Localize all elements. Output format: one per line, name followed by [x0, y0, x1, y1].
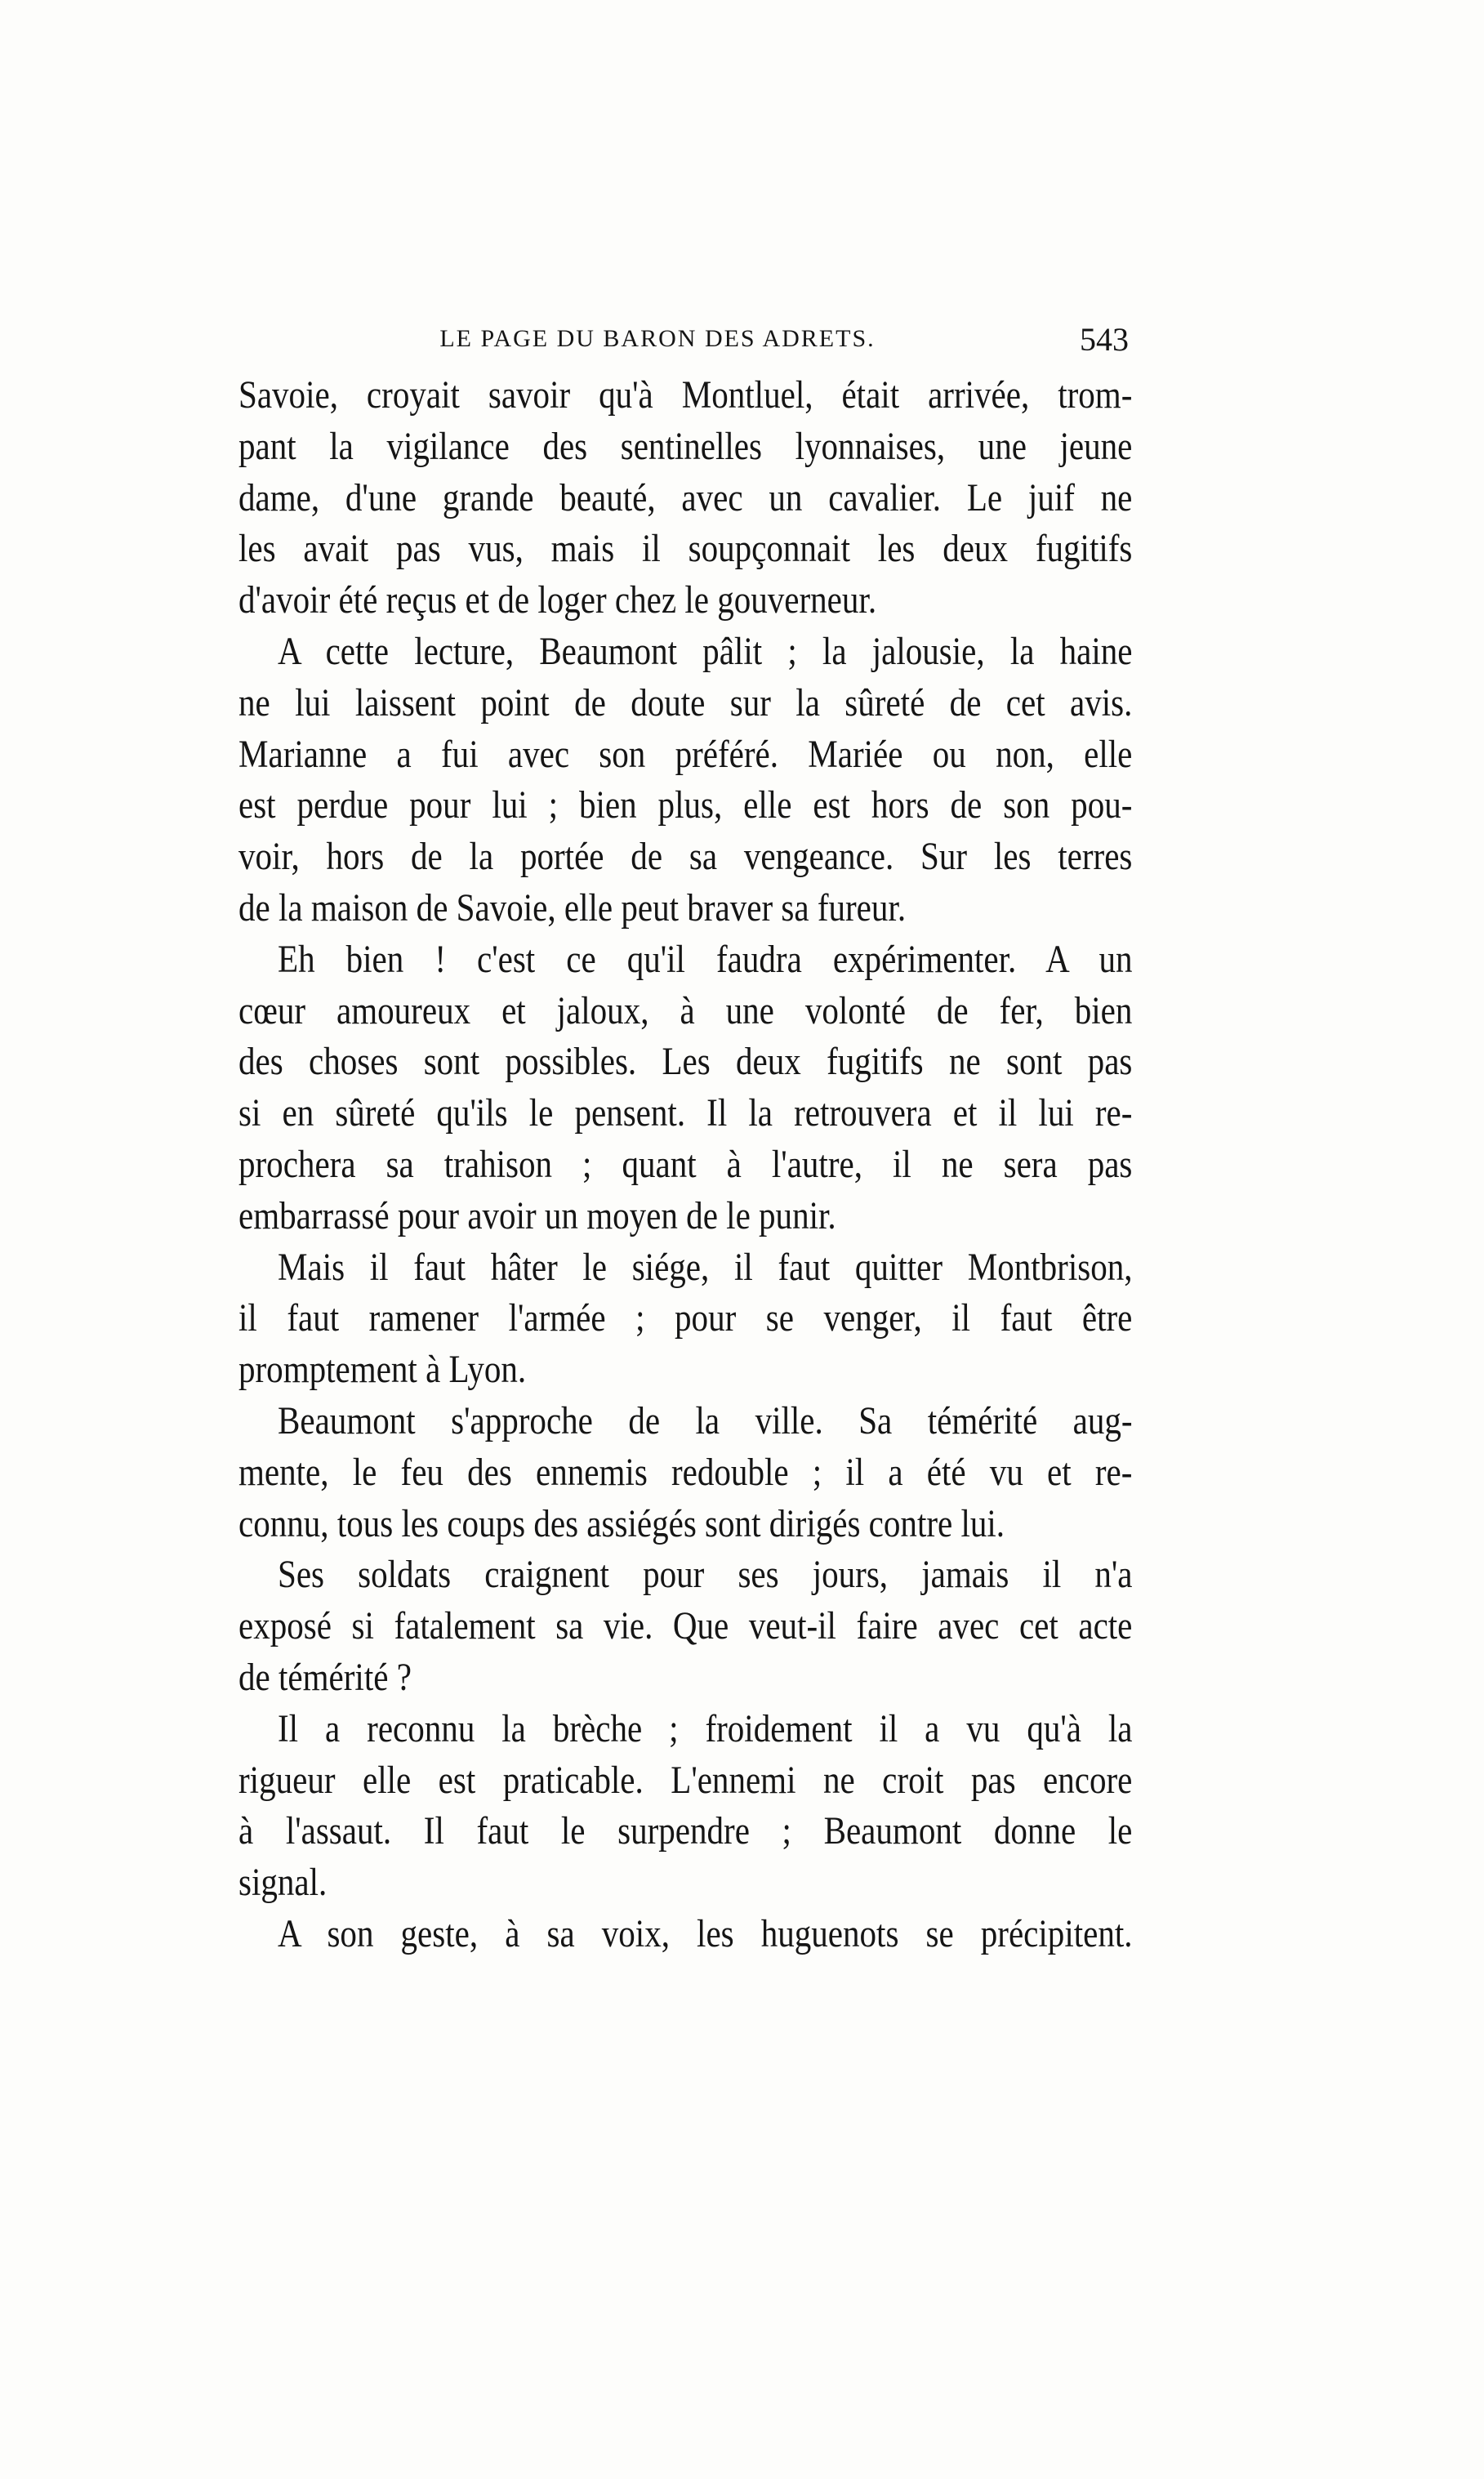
text-line: mente, le feu des ennemis redouble ; il a été vu et re-	[238, 1450, 1133, 1494]
text-line: d'avoir été reçus et de loger chez le gouverneur.	[238, 578, 877, 622]
text-line: les avait pas vus, mais il soupçonnait les deux fugitifs	[238, 527, 1133, 571]
text-line: dame, d'une grande beauté, avec un cavalier. Le juif ne	[238, 475, 1133, 519]
text-line: Marianne a fui avec son préféré. Mariée ou non, elle	[238, 732, 1133, 776]
text-line: il faut ramener l'armée ; pour se venger, il faut être	[238, 1296, 1133, 1340]
text-line: A cette lecture, Beaumont pâlit ; la jalousie, la haine	[278, 630, 1133, 673]
text-line: prochera sa trahison ; quant à l'autre, il ne sera pas	[238, 1143, 1133, 1186]
text-line: Savoie, croyait savoir qu'à Montluel, était arrivée, trom-	[238, 373, 1133, 417]
text-line: pant la vigilance des sentinelles lyonnaises, une jeune	[238, 424, 1133, 468]
text-line: rigueur elle est praticable. L'ennemi ne croit pas encore	[238, 1758, 1133, 1802]
text-line: A son geste, à sa voix, les huguenots se précipitent.	[278, 1912, 1133, 1955]
text-line: promptement à Lyon.	[238, 1348, 527, 1392]
text-line: voir, hors de la portée de sa vengeance. Sur les terres	[238, 835, 1133, 879]
text-line: connu, tous les coups des assiégés sont dirigés contre lui.	[238, 1501, 1005, 1545]
running-header	[245, 320, 1129, 359]
text-line: si en sûreté qu'ils le pensent. Il la retrouvera et il lui re-	[238, 1091, 1133, 1135]
running-title: LE PAGE DU BARON DES ADRETS.	[439, 325, 876, 352]
text-line: Mais il faut hâter le siége, il faut quitter Montbrison,	[278, 1245, 1133, 1289]
text-line: ne lui laissent point de doute sur la sûreté de cet avis.	[238, 680, 1133, 725]
text-line: des choses sont possibles. Les deux fugitifs ne sont pas	[238, 1040, 1133, 1084]
text-line: signal.	[238, 1861, 328, 1905]
text-line: Ses soldats craignent pour ses jours, jamais il n'a	[278, 1553, 1133, 1597]
text-line: Il a reconnu la brèche ; froidement il a vu qu'à la	[278, 1706, 1133, 1750]
text-line: Beaumont s'approche de la ville. Sa témérité aug-	[278, 1399, 1133, 1442]
text-line: cœur amoureux et jaloux, à une volonté de fer, bien	[238, 988, 1133, 1032]
text-line: de la maison de Savoie, elle peut braver sa fureur.	[238, 886, 907, 930]
text-line: à l'assaut. Il faut le surpendre ; Beaumont donne le	[238, 1809, 1133, 1853]
page-number: 543	[1080, 321, 1129, 358]
text-line: exposé si fatalement sa vie. Que veut-il faire avec cet acte	[238, 1604, 1133, 1648]
text-line: embarrassé pour avoir un moyen de le punir.	[238, 1193, 836, 1237]
text-line: est perdue pour lui ; bien plus, elle est hors de son pou-	[238, 783, 1133, 827]
text-line: de témérité ?	[238, 1656, 412, 1699]
text-line: Eh bien ! c'est ce qu'il faudra expérimenter. A un	[278, 937, 1133, 981]
